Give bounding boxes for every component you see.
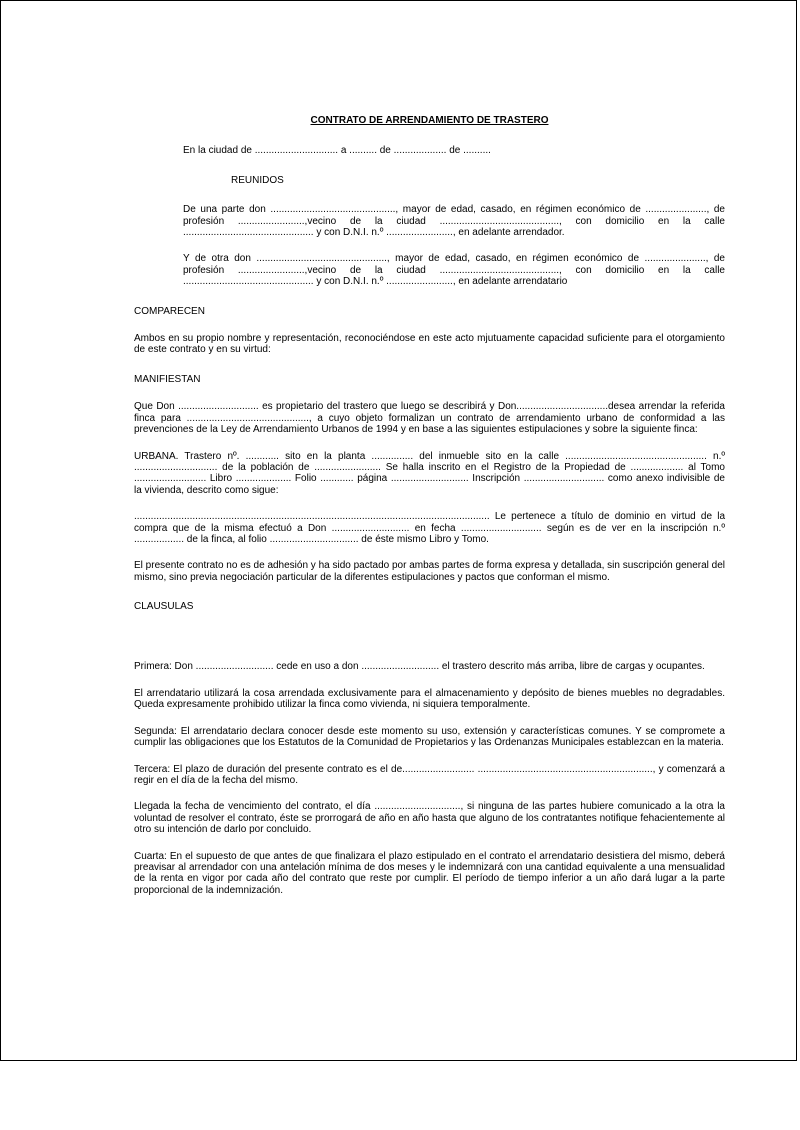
heading-reunidos: REUNIDOS <box>231 174 284 186</box>
manifiestan-paragraph: Que Don ............................. es propietario del trastero que luego se describirá y Don.................................desea arrendar la referida finca para ............................................, a cuyo objeto formalizan un contrato de arrendamiento urbano de conformidad a las prevenciones de la Ley de Arrendamiento Urbanos de 1994 y en base a las siguientes estipulaciones y sobre la siguiente finca: <box>134 401 725 436</box>
urbana-paragraph: URBANA. Trastero nº. ............ sito en la planta ............... del inmueble sito en la calle ................................................... n.º .............................. de la población de ........................ Se halla inscrito en el Registro de la Propiedad de ................... al Tomo .......................... Libro .................... Folio ............ página ............................ Inscripción ............................. como anexo indivisible de la vivienda, descrito como sigue: <box>134 450 725 496</box>
intro-city-line: En la ciudad de .............................. a .......... de ................... de .......... <box>183 145 491 157</box>
comparecen-paragraph: Ambos en su propio nombre y representación, reconociéndose en este acto mjutuamente capacidad suficiente para el otorgamiento de este contrato y en su virtud: <box>134 333 725 356</box>
adhesion-paragraph: El presente contrato no es de adhesión y ha sido pactado por ambas partes de forma expresa y detallada, sin suscripción general del mismo, sino previa negociación particular de la diferentes estipulaciones y pactos que conforman el mismo. <box>134 560 725 583</box>
vencimiento-paragraph: Llegada la fecha de vencimiento del contrato, el día ..............................., si ninguna de las partes hubiere comunicado a la otra la voluntad de resolver el contrato, éste se prorrogará de año en año hasta que alguno de los contratantes notifique fehacientemente al otro su intención de darlo por concluido. <box>134 801 725 836</box>
document-body <box>134 115 725 896</box>
dominio-paragraph: ................................................................................................................................ Le pertenece a título de dominio en virtud de la compra que de la misma efectuó a Don ............................ en fecha ............................. según es de ver en la inscripción n.º .................. de la finca, al folio ................................ de éste mismo Libro y Tomo. <box>134 511 725 545</box>
uso-paragraph: El arrendatario utilizará la cosa arrendada exclusivamente para el almacenamiento y depósito de bienes muebles no degradables. Queda expresamente prohibido utilizar la finca como vivienda, ni siquiera temporalmente. <box>134 687 725 711</box>
clausula-tercera: Tercera: El plazo de duración del presente contrato es el de.......................... ..............................................................., y comenzará a regir en el día de la fecha del mismo. <box>134 763 725 786</box>
party-arrendatario: Y de otra don ..............................................., mayor de edad, casado, en régimen económico de ......................, de profesión ........................,vecino de la ciudad ..........................................., con domicilio en la calle ............................................... y con D.N.I. n.º ........................, en adelante arrendatario <box>183 253 725 288</box>
clausula-cuarta: Cuarta: En el supuesto de que antes de que finalizara el plazo estipulado en el contrato el arrendatario desistiera del mismo, deberá preavisar al arrendador con una antelación mínima de dos meses y le indemnizará con una cantidad equivalente a una mensualidad de la renta en vigor por cada año del contrato que reste por cumplir. El período de tiempo inferior a un año dará lugar a la parte proporcional de la indemnización. <box>134 850 725 896</box>
heading-manifiestan: MANIFIESTAN <box>134 373 201 385</box>
clausula-primera: Primera: Don ............................ cede en uso a don ............................ el trastero descrito más arriba, libre de cargas y ocupantes. <box>134 660 705 672</box>
party-arrendador: De una parte don ............................................., mayor de edad, casado, en régimen económico de ......................, de profesión ........................,vecino de la ciudad ..........................................., con domicilio en la calle ............................................... y con D.N.I. n.º ........................, en adelante arrendador. <box>183 204 725 239</box>
document-title: CONTRATO DE ARRENDAMIENTO DE TRASTERO <box>310 115 549 126</box>
clausula-segunda: Segunda: El arrendatario declara conocer desde este momento su uso, extensión y características comunes. Y se compromete a cumplir las obligaciones que los Estatutos de la Comunidad de Propietarios y las Ordenanzas Municipales establezcan en la materia. <box>134 725 725 749</box>
heading-comparecen: COMPARECEN <box>134 305 205 317</box>
heading-clausulas: CLAUSULAS <box>134 601 194 613</box>
